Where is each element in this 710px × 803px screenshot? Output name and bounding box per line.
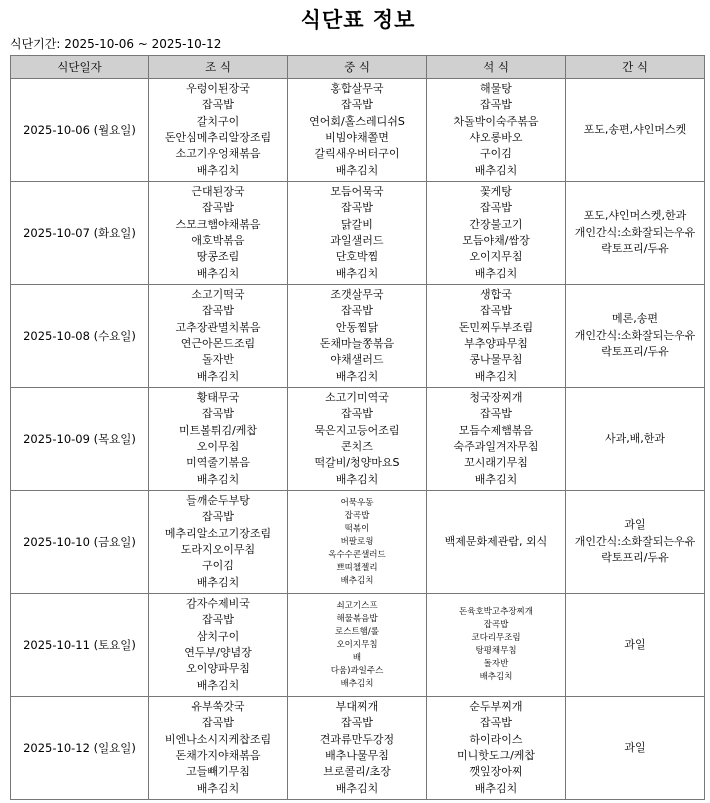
table-row: [11, 285, 705, 388]
menu-item: 숙주과일겨자무침: [453, 440, 539, 453]
menu-item: 배추김치: [474, 369, 518, 383]
menu-item: 과일: [624, 518, 646, 532]
menu-item: 로스트햄/롤: [335, 626, 379, 637]
menu-item: 땅콩조림: [196, 250, 240, 264]
menu-breakfast-cell: [149, 182, 288, 285]
page-title: 식단표 정보: [300, 8, 416, 32]
table-row: [11, 388, 705, 491]
menu-period: 식단기간: 2025-10-06 ~ 2025-10-12: [10, 37, 222, 51]
menu-item: 미역줄기볶음: [186, 456, 250, 470]
menu-item: 잡곡밥: [202, 201, 234, 215]
menu-lunch-cell: [288, 491, 427, 594]
menu-item: 연근아몬드조림: [180, 337, 256, 350]
menu-item: 샤오롱바오: [469, 131, 523, 144]
menu-item: 배추김치: [474, 266, 518, 280]
menu-date: 2025-10-11 (토요일): [11, 594, 149, 697]
menu-item: 잡곡밥: [480, 201, 512, 215]
menu-item: 조갯살무국: [330, 287, 384, 301]
menu-item: 잡곡밥: [480, 304, 512, 318]
menu-item: 배추김치: [340, 575, 374, 586]
menu-item: 포도,샤인머스켓,한과: [583, 209, 687, 223]
menu-item: 구이김: [480, 147, 512, 161]
menu-item: 쁘띠첼젤리: [336, 562, 378, 573]
menu-item: 배: [352, 652, 362, 663]
menu-item: 돈육호박고추장찌개: [459, 607, 533, 617]
menu-item: 돈채가지야채볶음: [175, 749, 261, 762]
menu-snack-cell: [566, 285, 705, 388]
menu-item: 배추김치: [340, 678, 374, 689]
menu-breakfast-cell: [149, 491, 288, 594]
menu-snack-cell: [566, 388, 705, 491]
menu-item: 개인간식:소화잘되는우유: [574, 225, 696, 239]
menu-lunch-cell: [288, 285, 427, 388]
menu-dinner-cell: [427, 182, 566, 285]
menu-item: 락토프리/두유: [601, 551, 669, 565]
menu-item: 메추리알소고기장조림: [164, 526, 272, 540]
menu-dinner-cell: [427, 285, 566, 388]
menu-item: 잡곡밥: [202, 98, 234, 112]
menu-item: 해물탕: [480, 81, 512, 95]
menu-breakfast-cell: [149, 388, 288, 491]
menu-lunch-cell: [288, 388, 427, 491]
menu-date: 2025-10-09 (목요일): [11, 388, 149, 491]
menu-item: 들깨순두부탕: [186, 493, 250, 507]
menu-snack-cell: [566, 491, 705, 594]
menu-item: 콘치즈: [341, 440, 373, 453]
menu-item: 배추김치: [335, 369, 379, 383]
menu-item: 사과,배,한과: [604, 431, 666, 445]
menu-table: [10, 55, 705, 800]
menu-item: 잡곡밥: [341, 201, 373, 215]
menu-item: 고들빼기무침: [186, 765, 250, 779]
menu-item: 잡곡밥: [202, 716, 234, 730]
menu-item: 브로콜리/초장: [323, 765, 391, 779]
menu-dinner-cell: [427, 594, 566, 697]
menu-item: 버팔로윙: [340, 536, 374, 547]
menu-item: 배추김치: [196, 575, 240, 589]
menu-item: 돌자반: [483, 659, 509, 669]
menu-item: 삼치구이: [196, 629, 240, 643]
menu-item: 오이양파무침: [186, 662, 250, 676]
menu-item: 견과류만두강정: [319, 732, 395, 746]
menu-item: 콩나물무침: [469, 353, 523, 367]
menu-item: 도라지오이무침: [180, 543, 256, 556]
menu-item: 부대찌개: [335, 699, 379, 713]
menu-item: 잡곡밥: [341, 407, 373, 421]
menu-item: 소고기미역국: [325, 390, 389, 404]
menu-dinner-cell: [427, 388, 566, 491]
menu-item: 감자수제비국: [186, 596, 250, 610]
menu-item: 메론,송편: [611, 312, 658, 326]
menu-item: 우렁이된장국: [186, 81, 250, 95]
menu-item: 배추김치: [335, 163, 379, 177]
menu-item: 배추김치: [196, 781, 240, 795]
menu-item: 배추김치: [335, 781, 379, 795]
menu-lunch-cell: [288, 79, 427, 182]
menu-item: 백제문화제관람, 외식: [444, 534, 548, 548]
menu-item: 돌자반: [202, 353, 234, 367]
header-snack: 간 식: [566, 56, 705, 79]
menu-item: 배추김치: [474, 472, 518, 486]
menu-item: 차돌박이숙주볶음: [453, 114, 539, 128]
menu-item: 다움)과일주스: [330, 665, 384, 676]
menu-item: 황태무국: [196, 390, 240, 404]
menu-item: 개인간식:소화잘되는우유: [574, 534, 696, 548]
menu-item: 깻잎장아찌: [469, 765, 523, 779]
menu-item: 연두부/양념장: [184, 646, 252, 659]
menu-item: 묵은지고등어조림: [314, 423, 400, 437]
menu-item: 유부쑥갓국: [191, 699, 245, 713]
menu-item: 연어회/홀스레디쉬S: [309, 114, 405, 128]
menu-item: 오이무침: [196, 440, 240, 453]
menu-item: 잡곡밥: [341, 716, 373, 730]
menu-item: 갈릭새우버터구이: [314, 147, 400, 161]
menu-item: 모듬야채/쌈장: [462, 234, 530, 247]
menu-snack-cell: [566, 697, 705, 800]
menu-item: 락토프리/두유: [601, 242, 669, 256]
menu-snack-cell: [566, 182, 705, 285]
menu-item: 배추김치: [479, 672, 513, 682]
menu-item: 잡곡밥: [202, 304, 234, 318]
menu-item: 잡곡밥: [341, 304, 373, 318]
menu-breakfast-cell: [149, 285, 288, 388]
menu-item: 생합국: [480, 287, 512, 301]
menu-item: 비빔야채쫄면: [325, 131, 389, 144]
header-dinner: 석 식: [427, 56, 566, 79]
menu-date: 2025-10-06 (월요일): [11, 79, 149, 182]
menu-item: 해물볶음밥: [336, 613, 378, 624]
menu-table-body: [11, 79, 705, 800]
table-row: [11, 594, 705, 697]
menu-dinner-cell: [427, 697, 566, 800]
table-row: [11, 697, 705, 800]
menu-item: 배추김치: [196, 472, 240, 486]
table-row: [11, 182, 705, 285]
table-header-row: [11, 56, 705, 79]
menu-item: 배추김치: [474, 163, 518, 177]
menu-item: 청국장찌개: [469, 390, 523, 404]
menu-item: 배추나물무침: [325, 749, 389, 762]
menu-item: 코다리무조림: [471, 633, 521, 643]
menu-item: 간장불고기: [469, 217, 523, 231]
menu-item: 잡곡밥: [202, 510, 234, 524]
menu-item: 잡곡밥: [341, 98, 373, 112]
menu-item: 떡갈비/청양마요S: [314, 456, 400, 470]
menu-item: 어묵우동: [340, 497, 374, 508]
menu-item: 갈치구이: [196, 114, 240, 128]
menu-item: 탕평채무침: [475, 646, 517, 656]
menu-item: 잡곡밥: [480, 716, 512, 730]
menu-item: 미트볼튀김/케찹: [178, 423, 258, 437]
menu-item: 안동찜닭: [335, 320, 379, 334]
menu-breakfast-cell: [149, 594, 288, 697]
table-row: [11, 491, 705, 594]
menu-item: 하이라이스: [469, 732, 523, 746]
menu-item: 돈민찌두부조림: [458, 320, 534, 334]
menu-item: 단호박찜: [335, 250, 379, 264]
menu-item: 포도,송편,샤인머스켓: [583, 122, 687, 136]
menu-lunch-cell: [288, 182, 427, 285]
menu-item: 모듬어묵국: [330, 184, 384, 198]
menu-item: 홍합살무국: [330, 81, 384, 95]
menu-item: 배추김치: [335, 266, 379, 280]
menu-item: 배추김치: [474, 781, 518, 795]
menu-item: 고추장관멸치볶음: [175, 320, 261, 334]
menu-breakfast-cell: [149, 697, 288, 800]
menu-item: 개인간식:소화잘되는우유: [574, 328, 696, 342]
menu-item: 잡곡밥: [202, 613, 234, 627]
menu-item: 오이지무침: [336, 639, 378, 650]
menu-item: 잡곡밥: [480, 98, 512, 112]
menu-item: 야채샐러드: [330, 353, 384, 367]
table-row: [11, 79, 705, 182]
menu-item: 꼬시래기무침: [464, 456, 528, 470]
menu-item: 스모크햄야채볶음: [175, 217, 261, 231]
menu-item: 쇠고기스프: [336, 600, 378, 611]
menu-snack-cell: [566, 79, 705, 182]
menu-item: 락토프리/두유: [601, 345, 669, 359]
menu-lunch-cell: [288, 697, 427, 800]
menu-item: 닭갈비: [341, 217, 373, 231]
menu-item: 애호박볶음: [191, 234, 245, 247]
menu-snack-cell: [566, 594, 705, 697]
menu-item: 잡곡밥: [480, 407, 512, 421]
menu-breakfast-cell: [149, 79, 288, 182]
menu-item: 배추김치: [335, 472, 379, 486]
menu-item: 잡곡밥: [483, 620, 509, 630]
menu-date: 2025-10-08 (수요일): [11, 285, 149, 388]
menu-item: 옥수수콘샐러드: [328, 549, 386, 560]
header-date: 식단일자: [11, 56, 149, 79]
menu-item: 모듬수제햄볶음: [458, 423, 534, 437]
menu-item: 근대된장국: [191, 184, 245, 198]
header-lunch: 중 식: [288, 56, 427, 79]
menu-date: 2025-10-07 (화요일): [11, 182, 149, 285]
menu-dinner-cell: [427, 79, 566, 182]
menu-item: 오이지무침: [469, 250, 523, 264]
menu-item: 배추김치: [196, 163, 240, 177]
menu-item: 과일: [624, 637, 646, 651]
menu-item: 과일샐러드: [330, 234, 384, 247]
menu-item: 구이김: [202, 559, 234, 573]
menu-item: 순두부찌개: [469, 699, 523, 713]
menu-item: 부추양파무침: [464, 337, 528, 350]
menu-item: 떡볶이: [344, 523, 370, 534]
menu-item: 소고기우엉채볶음: [175, 147, 261, 161]
header-breakfast: 조 식: [149, 56, 288, 79]
menu-item: 돈채마늘쫑볶음: [319, 337, 395, 350]
menu-item: 과일: [624, 740, 646, 754]
menu-item: 소고기떡국: [191, 287, 245, 301]
menu-item: 잡곡밥: [344, 510, 370, 521]
menu-date: 2025-10-10 (금요일): [11, 491, 149, 594]
menu-item: 배추김치: [196, 266, 240, 280]
menu-item: 배추김치: [196, 678, 240, 692]
menu-item: 배추김치: [196, 369, 240, 383]
menu-item: 꽃게탕: [480, 184, 512, 198]
menu-dinner-cell: [427, 491, 566, 594]
menu-item: 돈안심메추리알장조림: [164, 131, 272, 144]
menu-date: 2025-10-12 (일요일): [11, 697, 149, 800]
menu-item: 미니핫도그/케찹: [456, 749, 536, 762]
menu-item: 비엔나소시지케찹조림: [164, 732, 272, 746]
menu-lunch-cell: [288, 594, 427, 697]
menu-item: 잡곡밥: [202, 407, 234, 421]
